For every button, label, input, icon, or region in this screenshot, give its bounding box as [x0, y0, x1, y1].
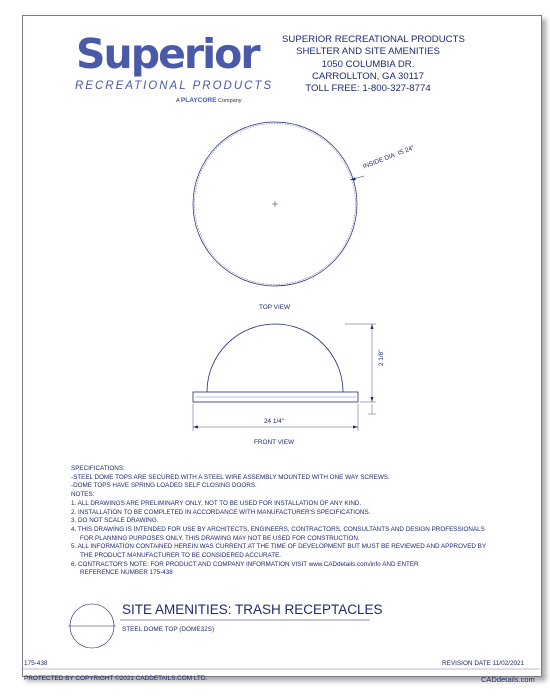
logo-tag-prefix: A: [176, 98, 180, 104]
note-item: 2. INSTALLATION TO BE COMPLETED IN ACCORDANCE WITH MANUFACTURER'S SPECIFICATIONS.: [71, 508, 371, 516]
company-city: CARROLLTON, GA 30117: [312, 70, 424, 82]
copyright-notice: PROTECTED BY COPYRIGHT ©2021 CADDETAILS.COM LTD.: [24, 675, 208, 682]
note-item-continuation: THE PRODUCT MANUFACTURER TO BE CONSIDERED ACCURATE.: [80, 552, 282, 560]
note-item: 3. DO NOT SCALE DRAWING.: [71, 517, 159, 525]
note-item: 1. ALL DRAWINGS ARE PRELIMINARY ONLY, NOT TO BE USED FOR INSTALLATION OF ANY KIND.: [71, 499, 362, 507]
spec-item: -STEEL DOME TOPS ARE SECURED WITH A STEEL WIRE ASSEMBLY MOUNTED WITH ONE WAY SCREWS.: [71, 473, 390, 481]
note-item: 5. ALL INFORMATION CONTAINED HEREIN WAS CURRENT AT THE TIME OF DEVELOPMENT BUT MUST BE REVIEWED AND APPROVED BY: [71, 543, 487, 551]
note-item-continuation: FOR PLANNING PURPOSES ONLY. THIS DRAWING MAY NOT BE USED FOR CONSTRUCTION.: [80, 534, 360, 542]
note-item: 4. THIS DRAWING IS INTENDED FOR USE BY ARCHITECTS, ENGINEERS, CONTRACTORS, CONSULTANTS AND DESIGN PROFESSIONALS: [71, 525, 485, 533]
caddetails-brand: CADdetails.com: [481, 675, 535, 684]
height-dimension-label: 2 1/8": [378, 349, 385, 366]
specifications-notes-block: [71, 465, 486, 578]
height-arrow-bottom: [371, 397, 374, 402]
dome-profile: [207, 324, 343, 392]
playcore-brand: PLAYCORE: [180, 97, 217, 104]
revision-date: REVISION DATE 11/02/2021: [442, 660, 525, 667]
specifications-heading: SPECIFICATIONS:: [71, 465, 125, 472]
company-name: SUPERIOR RECREATIONAL PRODUCTS: [282, 34, 465, 45]
front-view-label: FRONT VIEW: [254, 439, 295, 446]
width-arrow-left: [193, 426, 198, 429]
drawing-title: SITE AMENITIES: TRASH RECEPTACLES: [122, 602, 383, 617]
company-street: 1050 COLUMBIA DR.: [321, 58, 415, 70]
logo-subtitle: RECREATIONAL PRODUCTS: [75, 80, 274, 92]
width-dimension-label: 24 1/4": [264, 418, 285, 425]
notes-heading: NOTES:: [71, 491, 95, 499]
note-item: 6. CONTRACTOR'S NOTE: FOR PRODUCT AND COMPANY INFORMATION VISIT www.CADdetails.com/info AND ENTER: [71, 560, 419, 568]
superior-logo-wordmark: Superior: [76, 30, 259, 78]
inside-diameter-label: INSIDE DIA. IS 24": [362, 144, 416, 171]
logo-tag-suffix: Company: [217, 98, 242, 104]
note-item-continuation: REFERENCE NUMBER 175-438: [80, 569, 173, 577]
company-division: SHELTER AND SITE AMENITIES: [296, 46, 440, 58]
drawing-subtitle: STEEL DOME TOP (DOME32S): [122, 626, 215, 633]
reference-number: 175-438: [24, 660, 48, 667]
company-phone: TOLL FREE: 1-800-327-8774: [305, 83, 431, 95]
height-arrow-top: [371, 324, 374, 329]
spec-item: -DOME TOPS HAVE SPRING LOADED SELF CLOSING DOORS.: [71, 482, 257, 490]
width-arrow-right: [353, 426, 358, 429]
top-view-label: TOP VIEW: [259, 304, 291, 311]
